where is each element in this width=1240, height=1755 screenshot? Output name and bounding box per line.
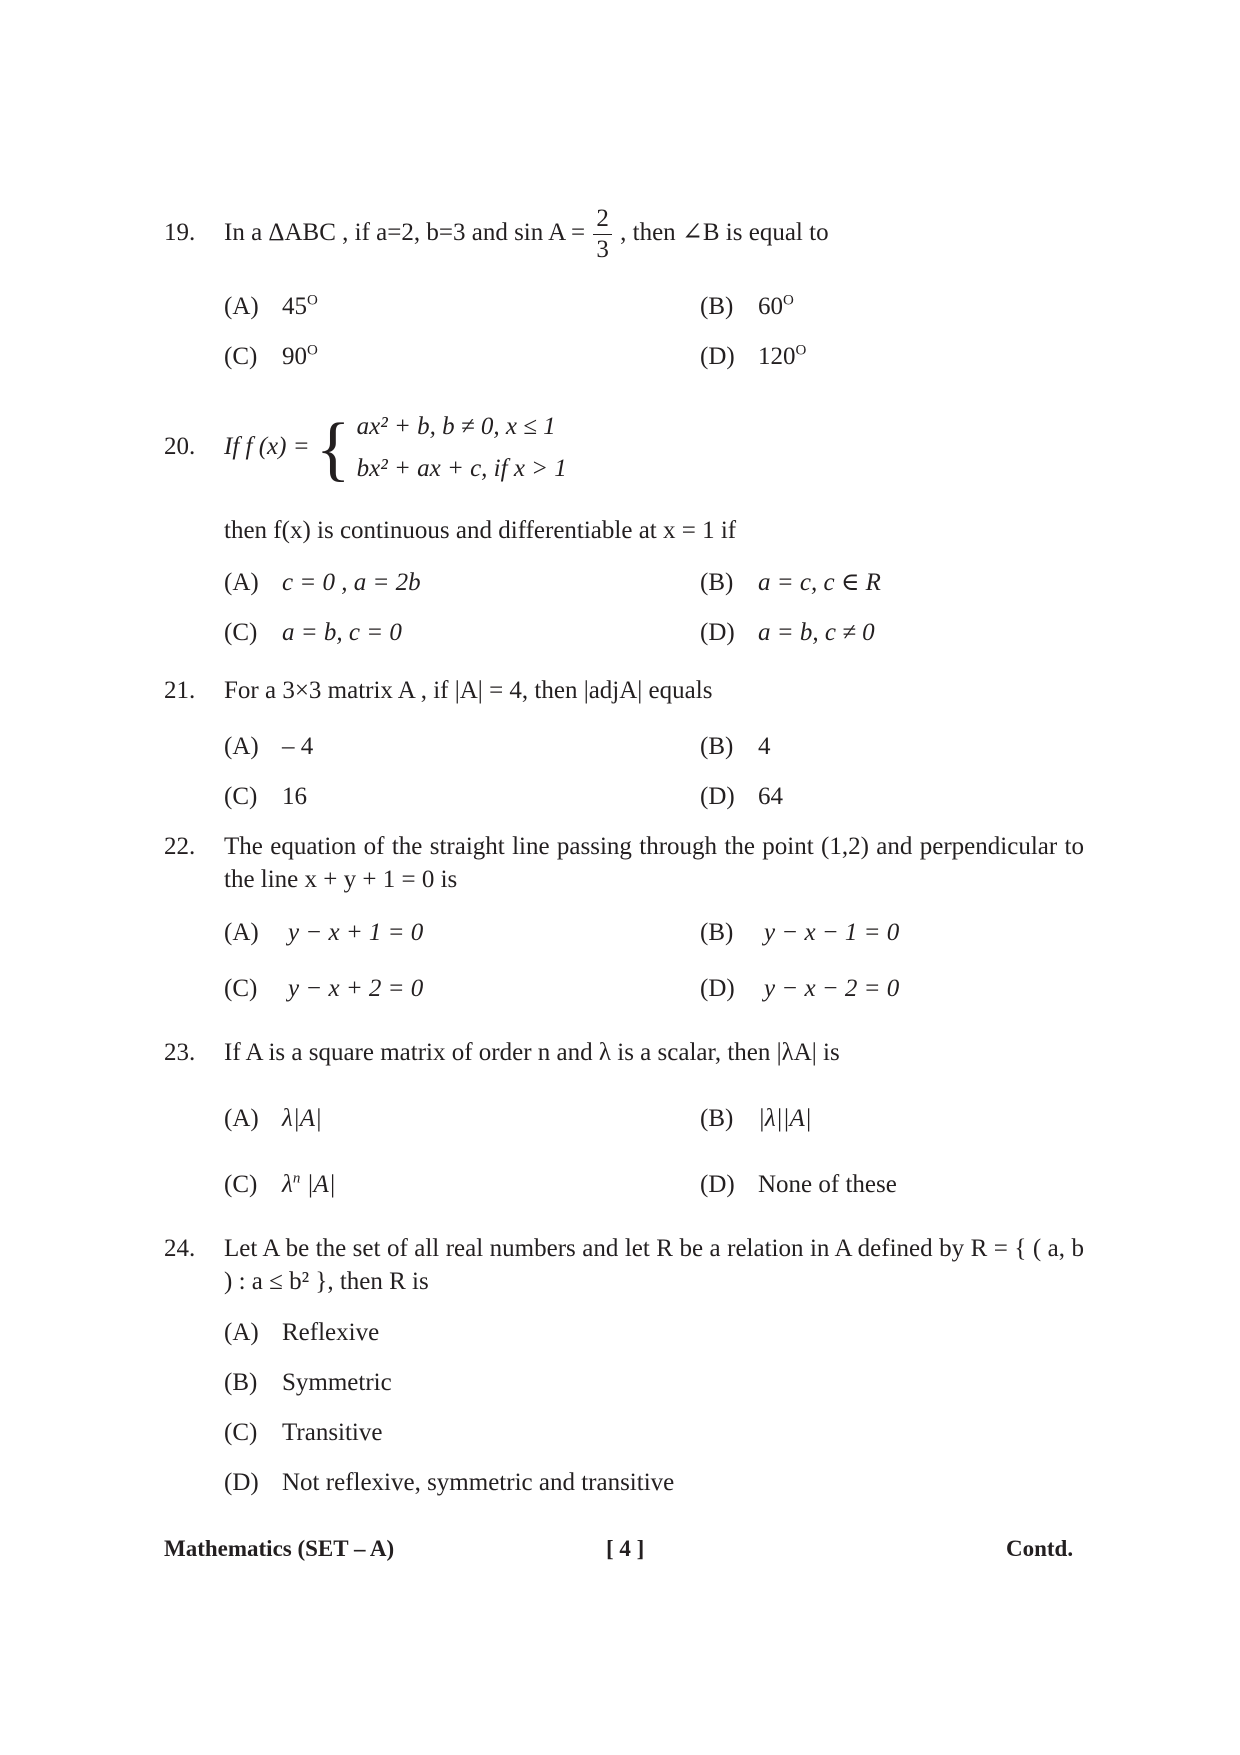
question-text — [224, 204, 1084, 265]
option-label: (C) — [224, 1171, 258, 1198]
option-22-a[interactable] — [224, 916, 423, 949]
option-value: 45 — [282, 293, 307, 320]
option-label: (A) — [224, 733, 259, 760]
option-value-end: |A| — [300, 1171, 336, 1198]
option-24-c[interactable] — [224, 1416, 382, 1449]
option-20-a[interactable] — [224, 566, 421, 599]
option-label: (C) — [224, 783, 258, 810]
case-1: ax² + b, b ≠ 0, x ≤ 1 — [356, 413, 556, 441]
question-text: If A is a square matrix of order n and λ is a scalar, then |λA| is — [224, 1039, 840, 1066]
question-number: 24. — [164, 1235, 196, 1262]
degree-mark: O — [307, 342, 318, 359]
footer-page-number: [ 4 ] — [606, 1536, 645, 1561]
question-text: For a 3×3 matrix A , if |A| = 4, then |adjA| equals — [224, 677, 713, 704]
option-label: (A) — [224, 919, 259, 946]
option-20-d[interactable] — [700, 616, 875, 649]
question-text: then f(x) is continuous and differentiable at x = 1 if — [224, 517, 737, 544]
option-label: (A) — [224, 1319, 259, 1346]
question-19 — [164, 205, 1084, 276]
option-21-d[interactable] — [700, 780, 783, 813]
question-24 — [164, 1232, 1084, 1298]
degree-mark: O — [795, 342, 807, 359]
option-label: (B) — [224, 1369, 258, 1396]
option-19-a[interactable] — [224, 290, 318, 323]
option-value: c = 0 , a = 2b — [282, 569, 421, 596]
question-23 — [164, 1036, 1084, 1069]
option-22-b[interactable] — [700, 916, 899, 949]
question-21 — [164, 674, 1084, 707]
option-19-b[interactable] — [700, 290, 794, 323]
option-label: (D) — [700, 619, 735, 646]
option-24-a[interactable] — [224, 1316, 379, 1349]
option-value: 90 — [282, 343, 307, 370]
option-24-d[interactable] — [224, 1466, 674, 1499]
option-value: |λ||A| — [758, 1105, 812, 1132]
option-label: (B) — [700, 569, 734, 596]
option-21-c[interactable] — [224, 780, 307, 813]
option-label: (B) — [700, 733, 734, 760]
footer-subject: Mathematics (SET – A) — [164, 1536, 395, 1561]
option-value: y − x + 1 = 0 — [288, 919, 424, 946]
option-value: 60 — [758, 293, 783, 320]
option-value: a = b, c = 0 — [282, 619, 402, 646]
function-label: If f (x) = — [224, 433, 310, 460]
option-value: 64 — [758, 783, 783, 810]
option-value: Not reflexive, symmetric and transitive — [282, 1469, 675, 1496]
option-23-b[interactable] — [700, 1102, 812, 1135]
question-number: 22. — [164, 833, 196, 860]
fraction-denominator: 3 — [596, 236, 609, 263]
option-22-d[interactable] — [700, 972, 899, 1005]
option-value: y − x − 1 = 0 — [764, 919, 900, 946]
option-value: Reflexive — [282, 1319, 380, 1346]
option-value: Transitive — [282, 1419, 383, 1446]
cases — [357, 406, 567, 490]
option-label: (C) — [224, 619, 258, 646]
degree-mark: O — [307, 292, 318, 309]
option-23-d[interactable] — [700, 1168, 897, 1201]
option-value: 4 — [758, 733, 771, 760]
piecewise-function — [224, 404, 567, 490]
question-number: 23. — [164, 1039, 196, 1066]
option-23-c[interactable] — [224, 1168, 336, 1201]
option-23-a[interactable] — [224, 1102, 322, 1135]
option-value: y − x − 2 = 0 — [764, 975, 900, 1002]
question-text-start: In a ΔABC , if a=2, b=3 and sin A = — [224, 219, 586, 247]
option-24-b[interactable] — [224, 1366, 392, 1399]
option-label: (B) — [700, 293, 734, 320]
question-number: 19. — [164, 219, 196, 246]
case-2: bx² + ax + c, if x > 1 — [356, 455, 567, 483]
question-text: Let A be the set of all real numbers and let R be a relation in A defined by R = { ( a, b ) : a ≤ b² }, then R is — [224, 1235, 1084, 1295]
option-label: (A) — [224, 293, 259, 320]
option-value: λ — [282, 1171, 293, 1198]
option-21-b[interactable] — [700, 730, 771, 763]
question-text-end: , then ∠B is equal to — [620, 219, 829, 247]
option-19-c[interactable] — [224, 340, 318, 373]
option-label: (B) — [700, 919, 734, 946]
option-value: λ|A| — [282, 1105, 322, 1132]
option-19-d[interactable] — [700, 340, 806, 373]
left-brace: { — [315, 408, 351, 489]
option-value: a = c, c ∈ R — [758, 569, 881, 596]
option-label: (C) — [224, 975, 258, 1002]
option-label: (D) — [700, 343, 735, 370]
option-value: a = b, c ≠ 0 — [758, 619, 875, 646]
fraction-numerator: 2 — [593, 204, 612, 235]
option-value: 120 — [758, 343, 796, 370]
option-label: (A) — [224, 1105, 259, 1132]
option-20-c[interactable] — [224, 616, 402, 649]
option-label: (D) — [700, 783, 735, 810]
footer-continued: Contd. — [1006, 1536, 1074, 1561]
option-label: (D) — [224, 1469, 259, 1496]
option-label: (D) — [700, 975, 735, 1002]
option-value: Symmetric — [282, 1369, 392, 1396]
option-value: None of these — [758, 1171, 897, 1198]
question-22 — [164, 830, 1084, 896]
option-21-a[interactable] — [224, 730, 313, 763]
option-value: 16 — [282, 783, 307, 810]
option-label: (C) — [224, 343, 258, 370]
question-text: The equation of the straight line passing through the point (1,2) and perpendicular to the line x + y + 1 = 0 is — [224, 833, 1084, 893]
option-label: (B) — [700, 1105, 734, 1132]
option-label: (A) — [224, 569, 259, 596]
option-value: y − x + 2 = 0 — [288, 975, 424, 1002]
option-label: (D) — [700, 1171, 735, 1198]
option-22-c[interactable] — [224, 972, 423, 1005]
question-number: 20. — [164, 433, 196, 460]
option-20-b[interactable] — [700, 566, 881, 599]
exponent: n — [292, 1170, 301, 1187]
option-label: (C) — [224, 1419, 258, 1446]
fraction — [593, 204, 612, 265]
question-number: 21. — [164, 677, 196, 704]
option-value: – 4 — [282, 733, 314, 760]
degree-mark: O — [783, 292, 794, 309]
